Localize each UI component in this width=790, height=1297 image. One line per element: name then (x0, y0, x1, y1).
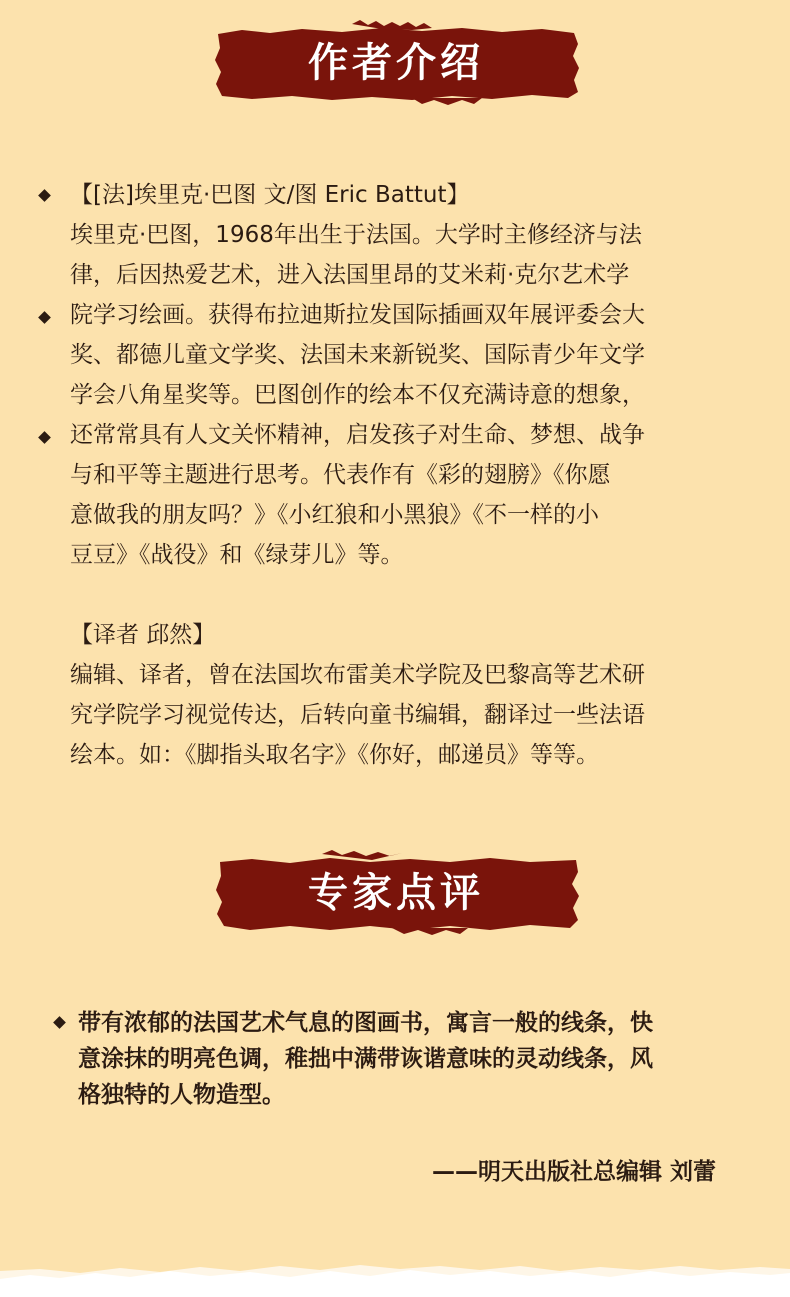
review-section-banner (212, 850, 580, 936)
translator-bio-line: 究学院学习视觉传达，后转向童书编辑，翻译过一些法语 (70, 702, 645, 728)
author-bio-line: 奖、都德儿童文学奖、法国未来新锐奖、国际青少年文学 (70, 342, 645, 368)
review-line: 意涂抹的明亮色调，稚拙中满带诙谐意味的灵动线条，风 (78, 1046, 653, 1072)
review-line: 带有浓郁的法国艺术气息的图画书，寓言一般的线条，快 (78, 1010, 653, 1036)
diamond-bullet-icon (38, 189, 51, 202)
review-text (78, 1005, 653, 1113)
review-line: 格独特的人物造型。 (78, 1082, 285, 1108)
translator-heading: 【译者 邱然】 (70, 622, 216, 648)
author-bio-line: 律，后因热爱艺术，进入法国里昂的艾米莉·克尔艺术学 (70, 262, 630, 288)
translator-bio-line: 绘本。如：《脚指头取名字》《你好，邮递员》等等。 (70, 742, 599, 768)
author-bio-line: 院学习绘画。获得布拉迪斯拉发国际插画双年展评委会大 (70, 302, 645, 328)
author-heading: 【[法]埃里克·巴图 文/图 Eric Battut】 (70, 182, 470, 208)
translator-info (70, 615, 645, 775)
diamond-bullet-icon (53, 1016, 66, 1029)
diamond-bullet-icon (38, 431, 51, 444)
author-bio-line: 还常常具有人文关怀精神，启发孩子对生命、梦想、战争 (70, 422, 645, 448)
translator-bio-line: 编辑、译者，曾在法国坎布雷美术学院及巴黎高等艺术研 (70, 662, 645, 688)
diamond-bullet-icon (38, 311, 51, 324)
author-bio-line: 学会八角星奖等。巴图创作的绘本不仅充满诗意的想象， (70, 382, 645, 408)
author-section-title: 作者介绍 (308, 40, 484, 86)
author-bio-line: 意做我的朋友吗？》《小红狼和小黑狼》《不一样的小 (70, 502, 599, 528)
torn-paper-edge (0, 1257, 790, 1297)
author-info (70, 175, 645, 575)
author-section-banner (212, 20, 580, 106)
author-bio-line: 豆豆》《战役》和《绿芽儿》等。 (70, 542, 404, 568)
review-attribution: ——明天出版社总编辑 刘蕾 (431, 1159, 716, 1185)
review-section-title: 专家点评 (308, 870, 484, 916)
author-bio-line: 埃里克·巴图，1968年出生于法国。大学时主修经济与法 (70, 222, 642, 248)
author-bio-line: 与和平等主题进行思考。代表作有《彩的翅膀》《你愿 (70, 462, 611, 488)
